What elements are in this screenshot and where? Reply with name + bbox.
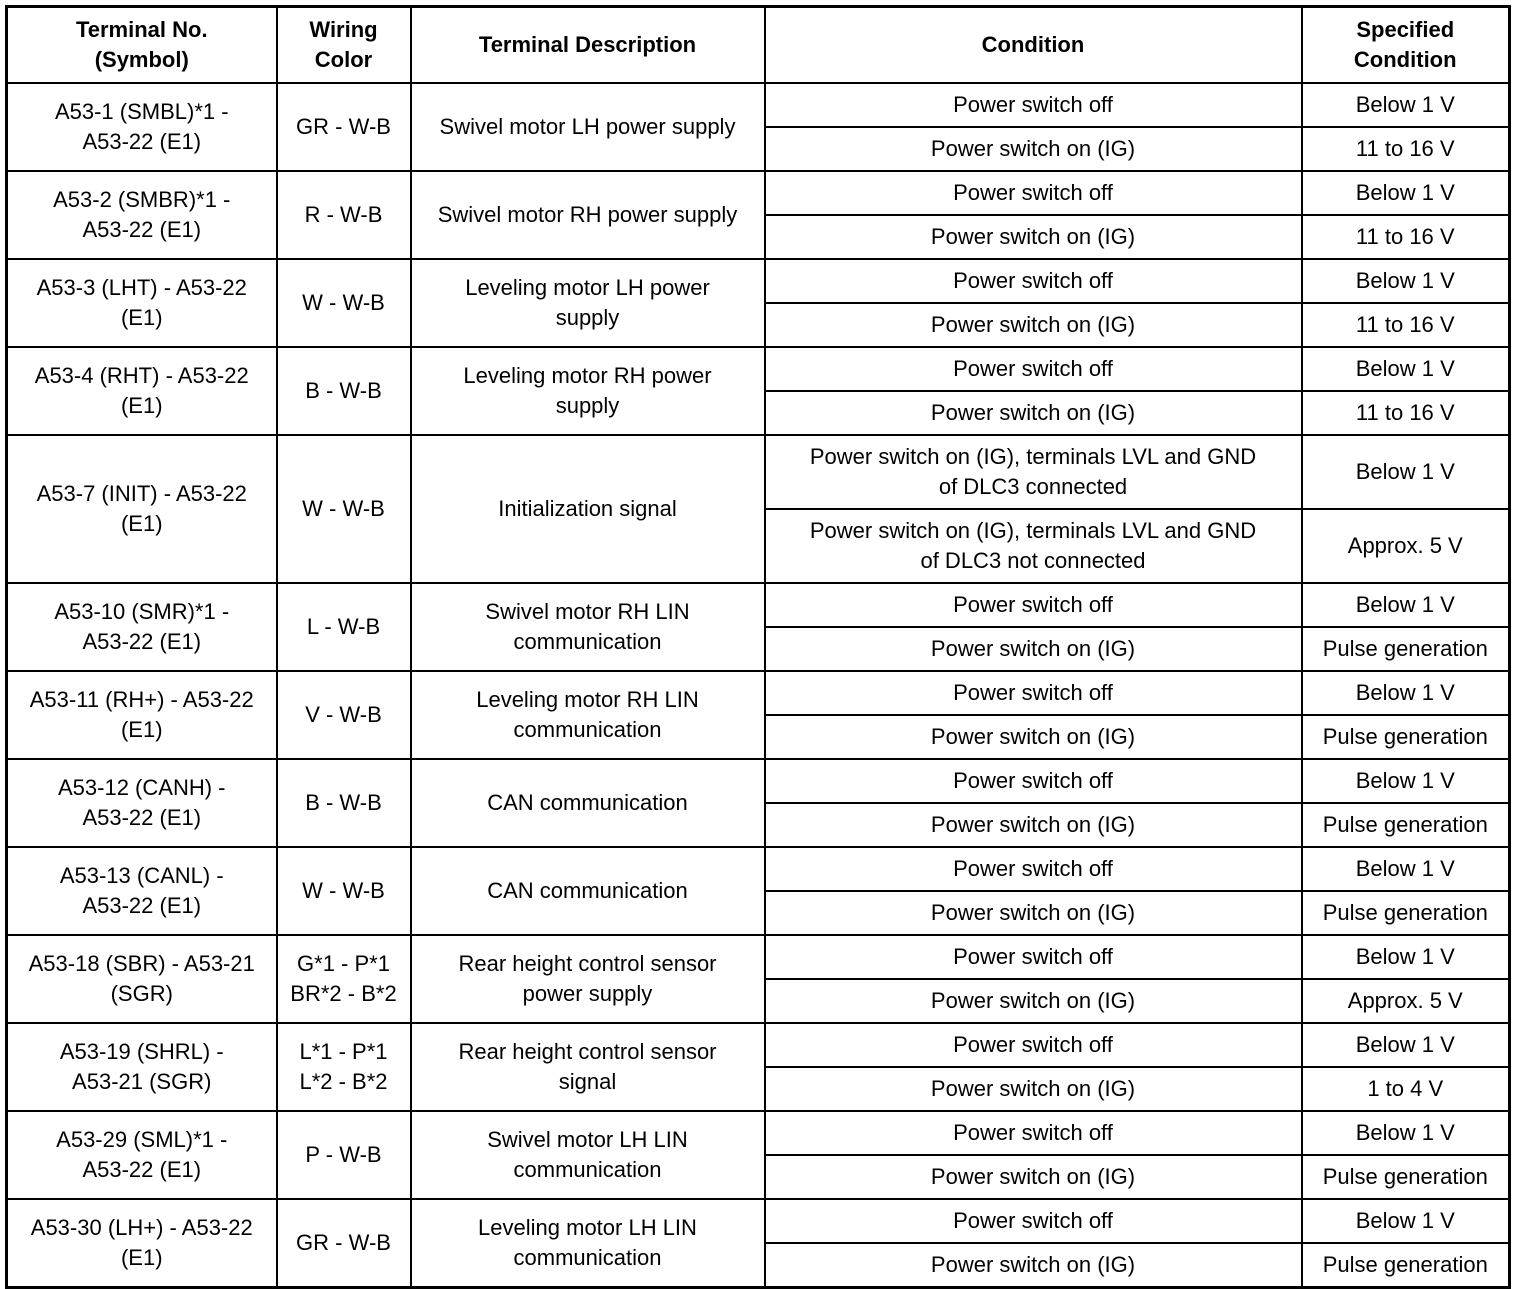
terminal-cell: A53-30 (LH+) - A53-22 (E1) [7,1199,277,1288]
wiring-color-cell: W - W-B [277,847,411,935]
terminal-description-cell: CAN communication [411,847,765,935]
condition-cell: Power switch off [765,347,1302,391]
table-body [7,83,1510,1288]
specified-condition-cell: Approx. 5 V [1302,979,1510,1023]
specified-condition-cell: Below 1 V [1302,1199,1510,1243]
terminal-description-cell: Swivel motor LH power supply [411,83,765,171]
terminal-cell: A53-10 (SMR)*1 - A53-22 (E1) [7,583,277,671]
condition-cell: Power switch on (IG) [765,303,1302,347]
condition-cell: Power switch on (IG), terminals LVL and GND of DLC3 not connected [765,509,1302,583]
specified-condition-cell: Below 1 V [1302,583,1510,627]
condition-cell: Power switch off [765,1023,1302,1067]
condition-cell: Power switch off [765,1111,1302,1155]
table-row [7,347,1510,391]
table-row [7,435,1510,509]
specified-condition-cell: 11 to 16 V [1302,215,1510,259]
specified-condition-cell: Below 1 V [1302,259,1510,303]
specified-condition-cell: Below 1 V [1302,347,1510,391]
table-row [7,83,1510,127]
specified-condition-cell: Below 1 V [1302,759,1510,803]
condition-cell: Power switch off [765,935,1302,979]
specified-condition-cell: Below 1 V [1302,847,1510,891]
wiring-color-cell: W - W-B [277,259,411,347]
table-row [7,847,1510,891]
condition-cell: Power switch on (IG) [765,715,1302,759]
terminal-description-cell: CAN communication [411,759,765,847]
header-terminal-no: Terminal No. (Symbol) [7,7,277,84]
condition-cell: Power switch on (IG) [765,803,1302,847]
terminal-description-cell: Swivel motor RH LIN communication [411,583,765,671]
condition-cell: Power switch off [765,759,1302,803]
terminal-cell: A53-1 (SMBL)*1 - A53-22 (E1) [7,83,277,171]
table-row [7,1111,1510,1155]
condition-cell: Power switch off [765,671,1302,715]
condition-cell: Power switch off [765,847,1302,891]
specified-condition-cell: Pulse generation [1302,891,1510,935]
condition-cell: Power switch on (IG), terminals LVL and GND of DLC3 connected [765,435,1302,509]
table-row [7,759,1510,803]
terminal-description-cell: Leveling motor LH power supply [411,259,765,347]
table-row [7,1199,1510,1243]
specified-condition-cell: Below 1 V [1302,1111,1510,1155]
wiring-color-cell: R - W-B [277,171,411,259]
specified-condition-cell: Pulse generation [1302,715,1510,759]
header-wiring-color: Wiring Color [277,7,411,84]
specified-condition-cell: Below 1 V [1302,1023,1510,1067]
wiring-color-cell: GR - W-B [277,1199,411,1288]
condition-cell: Power switch on (IG) [765,127,1302,171]
condition-cell: Power switch on (IG) [765,215,1302,259]
terminal-inspection-table [5,5,1511,1289]
terminal-cell: A53-7 (INIT) - A53-22 (E1) [7,435,277,583]
terminal-cell: A53-11 (RH+) - A53-22 (E1) [7,671,277,759]
specified-condition-cell: Below 1 V [1302,171,1510,215]
condition-cell: Power switch on (IG) [765,1243,1302,1288]
wiring-color-cell: G*1 - P*1 BR*2 - B*2 [277,935,411,1023]
specified-condition-cell: 1 to 4 V [1302,1067,1510,1111]
specified-condition-cell: Below 1 V [1302,435,1510,509]
specified-condition-cell: Pulse generation [1302,627,1510,671]
terminal-description-cell: Rear height control sensor signal [411,1023,765,1111]
condition-cell: Power switch off [765,83,1302,127]
condition-cell: Power switch off [765,1199,1302,1243]
specified-condition-cell: Pulse generation [1302,803,1510,847]
condition-cell: Power switch off [765,259,1302,303]
specified-condition-cell: Pulse generation [1302,1155,1510,1199]
specified-condition-cell: Below 1 V [1302,671,1510,715]
table-row [7,259,1510,303]
table-row [7,583,1510,627]
wiring-color-cell: B - W-B [277,347,411,435]
header-condition: Condition [765,7,1302,84]
header-specified-condition: Specified Condition [1302,7,1510,84]
terminal-cell: A53-3 (LHT) - A53-22 (E1) [7,259,277,347]
table-row [7,1023,1510,1067]
wiring-color-cell: B - W-B [277,759,411,847]
condition-cell: Power switch on (IG) [765,1067,1302,1111]
terminal-cell: A53-18 (SBR) - A53-21 (SGR) [7,935,277,1023]
condition-cell: Power switch on (IG) [765,979,1302,1023]
specified-condition-cell: 11 to 16 V [1302,127,1510,171]
specified-condition-cell: Pulse generation [1302,1243,1510,1288]
condition-cell: Power switch on (IG) [765,891,1302,935]
wiring-color-cell: L*1 - P*1 L*2 - B*2 [277,1023,411,1111]
wiring-color-cell: L - W-B [277,583,411,671]
wiring-color-cell: GR - W-B [277,83,411,171]
terminal-cell: A53-12 (CANH) - A53-22 (E1) [7,759,277,847]
specified-condition-cell: Below 1 V [1302,935,1510,979]
terminal-description-cell: Leveling motor LH LIN communication [411,1199,765,1288]
wiring-color-cell: P - W-B [277,1111,411,1199]
terminal-cell: A53-2 (SMBR)*1 - A53-22 (E1) [7,171,277,259]
table-row [7,171,1510,215]
specified-condition-cell: Below 1 V [1302,83,1510,127]
header-terminal-description: Terminal Description [411,7,765,84]
wiring-color-cell: V - W-B [277,671,411,759]
header-row [7,7,1510,84]
specified-condition-cell: 11 to 16 V [1302,303,1510,347]
terminal-description-cell: Initialization signal [411,435,765,583]
condition-cell: Power switch off [765,171,1302,215]
terminal-cell: A53-4 (RHT) - A53-22 (E1) [7,347,277,435]
terminal-description-cell: Swivel motor RH power supply [411,171,765,259]
terminal-description-cell: Leveling motor RH power supply [411,347,765,435]
terminal-description-cell: Rear height control sensor power supply [411,935,765,1023]
terminal-cell: A53-29 (SML)*1 - A53-22 (E1) [7,1111,277,1199]
condition-cell: Power switch on (IG) [765,1155,1302,1199]
terminal-description-cell: Leveling motor RH LIN communication [411,671,765,759]
terminal-cell: A53-13 (CANL) - A53-22 (E1) [7,847,277,935]
terminal-description-cell: Swivel motor LH LIN communication [411,1111,765,1199]
wiring-color-cell: W - W-B [277,435,411,583]
condition-cell: Power switch on (IG) [765,627,1302,671]
table-row [7,671,1510,715]
specified-condition-cell: Approx. 5 V [1302,509,1510,583]
table-row [7,935,1510,979]
terminal-cell: A53-19 (SHRL) - A53-21 (SGR) [7,1023,277,1111]
condition-cell: Power switch on (IG) [765,391,1302,435]
condition-cell: Power switch off [765,583,1302,627]
specified-condition-cell: 11 to 16 V [1302,391,1510,435]
